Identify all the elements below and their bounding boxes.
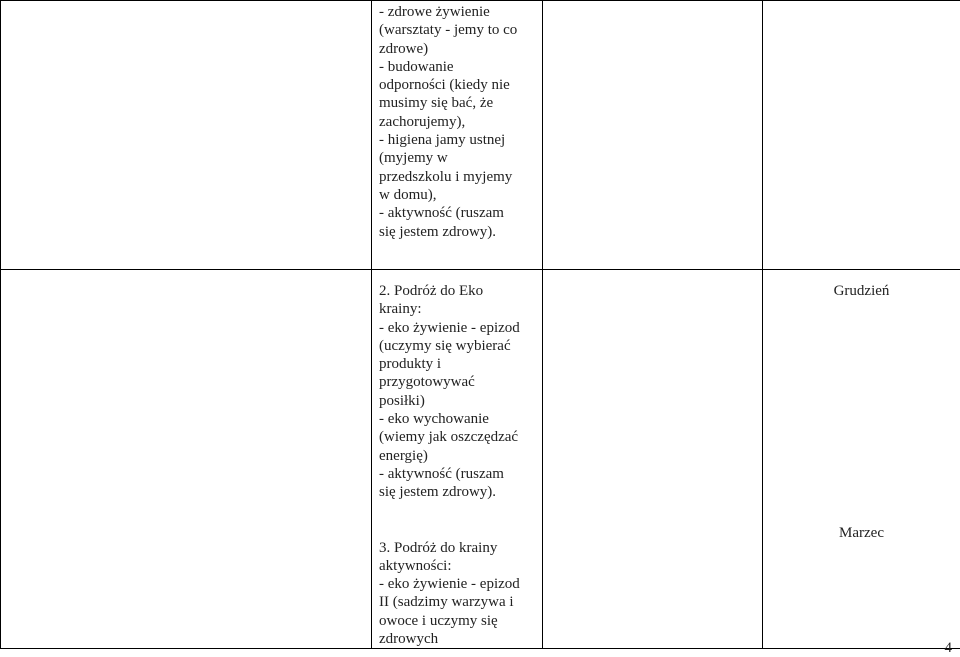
topic-line: - eko wychowanie: [379, 411, 489, 428]
table-row: [1, 1, 960, 270]
topic-line: musimy się bać, że: [379, 95, 494, 112]
topic-line: zdrowe): [379, 40, 429, 57]
topic-line: - eko żywienie - epizod: [379, 319, 520, 336]
topic-line: - eko żywienie - epizod: [379, 576, 520, 593]
topic-line: się jestem zdrowy).: [379, 484, 497, 501]
table-row: [1, 270, 960, 649]
topic-line: krainy:: [379, 301, 422, 318]
empty-cell: [543, 270, 763, 649]
month-label: Marzec: [839, 525, 884, 541]
topic-line: aktywności:: [379, 557, 452, 574]
topic-line: posiłki): [379, 392, 425, 409]
month-cell: [763, 270, 960, 649]
topic-line: 2. Podróż do Eko: [379, 283, 484, 299]
page-number: 4: [944, 640, 952, 656]
topic-cell: [372, 270, 543, 649]
topic-line: (myjemy w: [379, 150, 448, 167]
empty-cell: [543, 1, 763, 270]
topic-line: przedszkolu i myjemy: [379, 168, 513, 185]
topic-line: produkty i: [379, 356, 442, 373]
topic-line: (warsztaty - jemy to co: [379, 22, 518, 39]
topic-text: [372, 1, 542, 241]
month-label: Grudzień: [833, 283, 890, 299]
topic-line: - aktywność (ruszam: [379, 465, 504, 482]
topic-line: - zdrowe żywienie: [379, 4, 490, 20]
topic-line: - higiena jamy ustnej: [379, 132, 506, 149]
topic-line: zdrowych: [379, 631, 439, 648]
empty-cell: [1, 1, 372, 270]
topic-line: - aktywność (ruszam: [379, 205, 504, 222]
topic-line: przygotowywać: [379, 374, 475, 391]
topic-cell: [372, 1, 543, 270]
topic-line: II (sadzimy warzywa i: [379, 594, 514, 611]
topic-line: w domu),: [379, 186, 437, 203]
topic-line: 3. Podróż do krainy: [379, 539, 498, 556]
topic-line: odporności (kiedy nie: [379, 77, 510, 94]
empty-cell: [763, 1, 960, 270]
topic-line: się jestem zdrowy).: [379, 223, 497, 240]
topic-line: - budowanie: [379, 58, 454, 75]
topic-line: (uczymy się wybierać: [379, 337, 511, 354]
topic-text: [372, 270, 542, 648]
topic-line: (wiemy jak oszczędzać: [379, 429, 519, 446]
topic-line: zachorujemy),: [379, 113, 466, 130]
topic-line: owoce i uczymy się: [379, 612, 498, 629]
topic-line: energię): [379, 447, 428, 464]
empty-cell: [1, 270, 372, 649]
